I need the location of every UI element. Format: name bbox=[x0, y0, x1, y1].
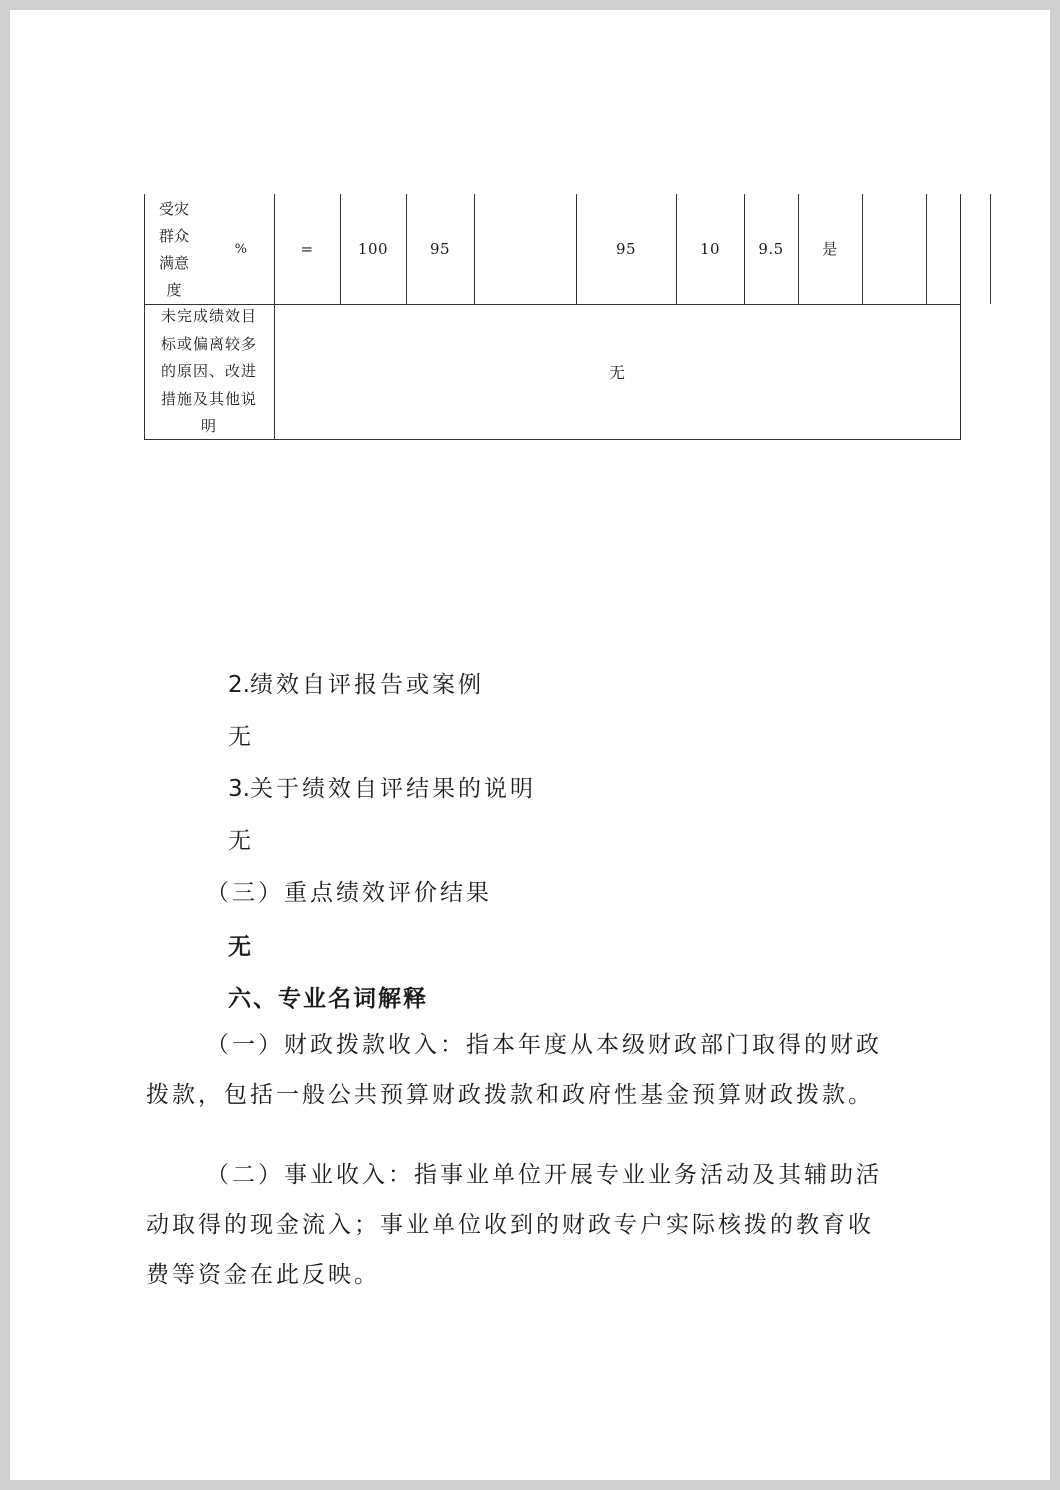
paragraph-2-line-1: （二）事业收入：指事业单位开展专业业务活动及其辅助活 bbox=[206, 1162, 882, 1188]
column-10-cell: 是 bbox=[822, 239, 838, 258]
paragraph-1-line-1: （一）财政拨款收入：指本年度从本级财政部门取得的财政 bbox=[206, 1032, 882, 1058]
column-9-cell: 9.5 bbox=[758, 239, 784, 258]
indicator-line-4: 度 bbox=[166, 281, 182, 299]
column-12-cell bbox=[926, 194, 990, 304]
column-6-cell bbox=[474, 194, 576, 304]
paragraph-1-line-2: 拨款，包括一般公共预算财政拨款和政府性基金预算财政拨款。 bbox=[146, 1082, 874, 1108]
paragraph-2-line-3: 费等资金在此反映。 bbox=[146, 1262, 380, 1288]
column-11-cell bbox=[862, 194, 926, 304]
reason-line-1: 未完成绩效目 bbox=[160, 307, 257, 326]
unit-cell: % bbox=[234, 241, 248, 257]
section-three-heading: （三）重点绩效评价结果 bbox=[206, 880, 492, 906]
section-3-body: 无 bbox=[228, 828, 254, 854]
reason-value-cell: 无 bbox=[608, 362, 625, 382]
reason-line-3: 的原因、改进 bbox=[160, 362, 257, 381]
target-value-cell: 100 bbox=[357, 239, 389, 258]
paragraph-2-line-2: 动取得的现金流入；事业单位收到的财政专户实际核拨的教育收 bbox=[146, 1212, 874, 1238]
section-2-title: 绩效自评报告或案例 bbox=[249, 672, 484, 698]
section-3-number: 3. bbox=[228, 776, 250, 802]
section-2-heading bbox=[228, 666, 484, 699]
section-six-heading: 六、专业名词解释 bbox=[228, 986, 428, 1012]
indicator-line-1: 受灾 bbox=[158, 200, 189, 218]
actual-value-cell: 95 bbox=[429, 239, 451, 258]
column-8-cell: 10 bbox=[699, 239, 721, 258]
indicator-line-3: 满意 bbox=[158, 254, 189, 272]
paragraph-fiscal-income bbox=[146, 1020, 926, 1120]
indicator-cell bbox=[144, 196, 204, 304]
document-page bbox=[10, 10, 1050, 1480]
section-3-heading bbox=[228, 770, 536, 803]
operator-cell: = bbox=[300, 239, 314, 258]
reason-line-2: 标或偏离较多 bbox=[160, 334, 257, 353]
column-7-cell: 95 bbox=[615, 239, 637, 258]
performance-table bbox=[144, 194, 962, 440]
indicator-line-2: 群众 bbox=[158, 227, 189, 245]
section-three-body: 无 bbox=[228, 934, 253, 960]
reason-line-4: 措施及其他说 bbox=[160, 389, 257, 408]
section-2-number: 2. bbox=[228, 672, 250, 698]
reason-label-cell bbox=[144, 304, 274, 440]
section-3-title: 关于绩效自评结果的说明 bbox=[249, 776, 536, 802]
section-2-body: 无 bbox=[228, 724, 254, 750]
paragraph-business-income bbox=[146, 1150, 926, 1300]
reason-line-5: 明 bbox=[200, 417, 217, 436]
